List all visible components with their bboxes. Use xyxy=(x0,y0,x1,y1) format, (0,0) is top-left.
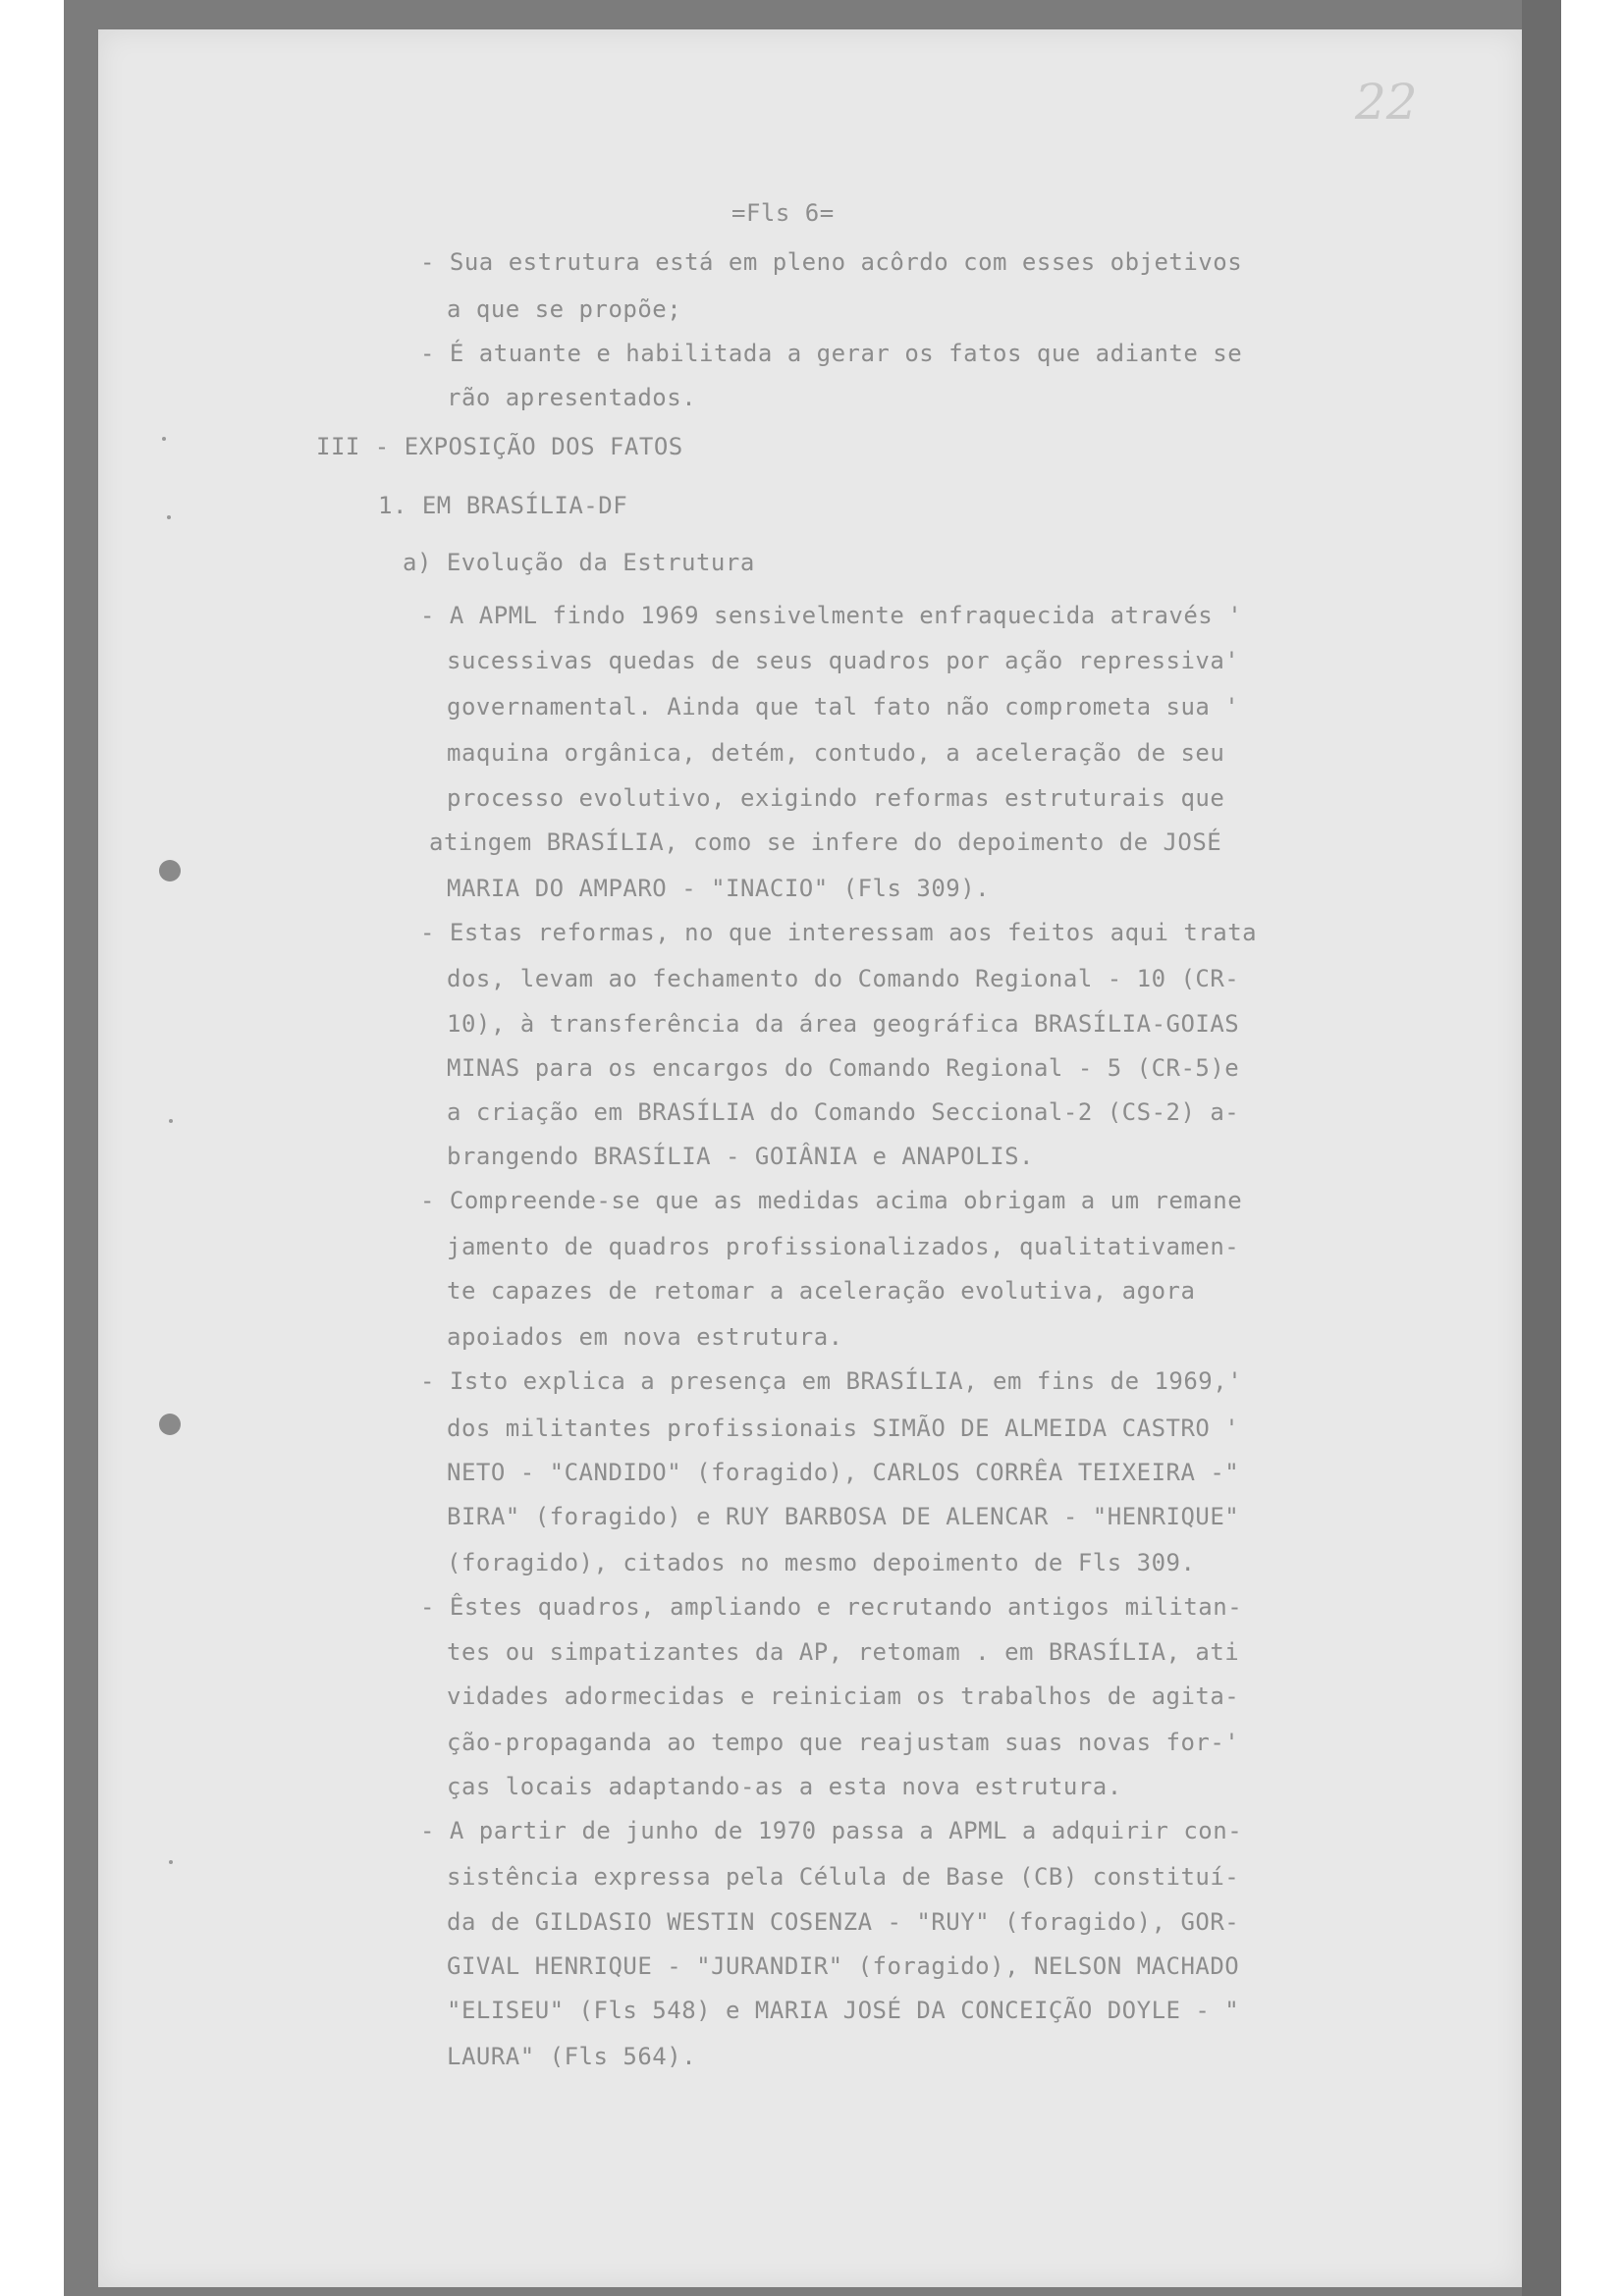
subsection-heading: 1. EM BRASÍLIA-DF xyxy=(378,492,628,519)
speck xyxy=(162,437,166,441)
text-line: - Isto explica a presença em BRASÍLIA, em fins de 1969,' xyxy=(420,1367,1243,1395)
text-line: NETO - "CANDIDO" (foragido), CARLOS CORRÊA TEIXEIRA -" xyxy=(447,1459,1240,1486)
text-line: 10), à transferência da área geográfica BRASÍLIA-GOIAS xyxy=(447,1010,1240,1038)
text-line: - Estas reformas, no que interessam aos feitos aqui trata xyxy=(420,919,1258,946)
text-line: MINAS para os encargos do Comando Regional - 5 (CR-5)e xyxy=(447,1054,1240,1082)
text-line: - Êstes quadros, ampliando e recrutando antigos militan- xyxy=(420,1593,1243,1621)
text-line: processo evolutivo, exigindo reformas estruturais que xyxy=(447,784,1225,812)
text-line: - A partir de junho de 1970 passa a APML a adquirir con- xyxy=(420,1817,1243,1844)
text-line: apoiados em nova estrutura. xyxy=(447,1323,843,1351)
text-line: atingem BRASÍLIA, como se infere do depoimento de JOSÉ xyxy=(429,828,1222,856)
text-line: GIVAL HENRIQUE - "JURANDIR" (foragido), NELSON MACHADO xyxy=(447,1952,1240,1980)
text-line: - A APML findo 1969 sensivelmente enfraquecida através ' xyxy=(420,602,1243,629)
text-line: te capazes de retomar a aceleração evolutiva, agora xyxy=(447,1277,1196,1305)
text-line: jamento de quadros profissionalizados, qualitativamen- xyxy=(447,1233,1240,1260)
speck xyxy=(169,1860,173,1864)
text-line: ção-propaganda ao tempo que reajustam suas novas for-' xyxy=(447,1729,1240,1756)
text-line: rão apresentados. xyxy=(447,384,697,411)
text-line: dos, levam ao fechamento do Comando Regional - 10 (CR- xyxy=(447,965,1240,992)
text-line: (foragido), citados no mesmo depoimento de Fls 309. xyxy=(447,1549,1196,1576)
page-header: =Fls 6= xyxy=(731,199,835,227)
punch-hole xyxy=(159,860,181,881)
text-line: MARIA DO AMPARO - "INACIO" (Fls 309). xyxy=(447,875,991,902)
text-line: "ELISEU" (Fls 548) e MARIA JOSÉ DA CONCEIÇÃO DOYLE - " xyxy=(447,1997,1240,2024)
text-line: governamental. Ainda que tal fato não comprometa sua ' xyxy=(447,693,1240,721)
text-line: a que se propõe; xyxy=(447,295,682,323)
section-heading: III - EXPOSIÇÃO DOS FATOS xyxy=(316,433,683,460)
text-line: maquina orgânica, detém, contudo, a aceleração de seu xyxy=(447,739,1225,767)
text-line: brangendo BRASÍLIA - GOIÂNIA e ANAPOLIS. xyxy=(447,1143,1034,1170)
text-line: vidades adormecidas e reiniciam os trabalhos de agita- xyxy=(447,1682,1240,1710)
text-line: tes ou simpatizantes da AP, retomam . em BRASÍLIA, ati xyxy=(447,1638,1240,1666)
text-line: - É atuante e habilitada a gerar os fatos que adiante se xyxy=(420,340,1243,367)
text-line: a criação em BRASÍLIA do Comando Seccional-2 (CS-2) a- xyxy=(447,1098,1240,1126)
scan-edge xyxy=(1522,0,1561,2296)
text-line: da de GILDASIO WESTIN COSENZA - "RUY" (foragido), GOR- xyxy=(447,1908,1240,1936)
speck xyxy=(167,515,171,519)
text-line: BIRA" (foragido) e RUY BARBOSA DE ALENCAR - "HENRIQUE" xyxy=(447,1503,1240,1530)
text-line: LAURA" (Fls 564). xyxy=(447,2043,697,2070)
text-line: ças locais adaptando-as a esta nova estrutura. xyxy=(447,1773,1122,1800)
text-line: sistência expressa pela Célula de Base (CB) constituí- xyxy=(447,1863,1240,1891)
text-line: sucessivas quedas de seus quadros por ação repressiva' xyxy=(447,647,1240,674)
text-line: - Sua estrutura está em pleno acôrdo com esses objetivos xyxy=(420,248,1243,276)
text-line: dos militantes profissionais SIMÃO DE ALMEIDA CASTRO ' xyxy=(447,1415,1240,1442)
text-line: - Compreende-se que as medidas acima obrigam a um remane xyxy=(420,1187,1243,1214)
subsection-heading: a) Evolução da Estrutura xyxy=(403,549,755,576)
speck xyxy=(169,1119,173,1123)
punch-hole xyxy=(159,1414,181,1435)
page-number-handwritten: 22 xyxy=(1355,74,1418,131)
